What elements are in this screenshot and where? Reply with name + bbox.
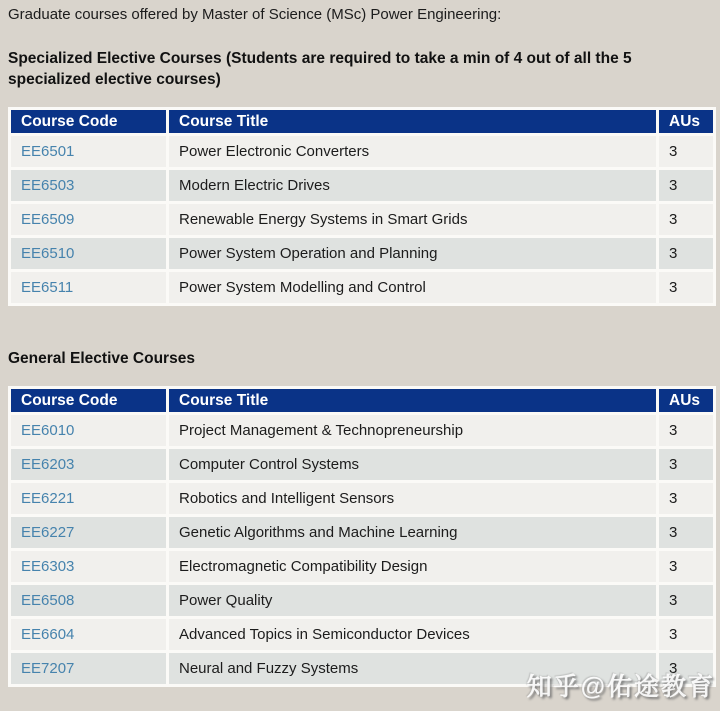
- table-row: [10, 550, 715, 584]
- course-code-cell: [10, 448, 168, 482]
- course-title-cell: Power Electronic Converters: [168, 135, 658, 169]
- table-row: [10, 584, 715, 618]
- table-row: [10, 448, 715, 482]
- table-row: [10, 414, 715, 448]
- course-code-cell: [10, 169, 168, 203]
- course-code-cell: [10, 414, 168, 448]
- course-code-link[interactable]: EE6510: [21, 245, 75, 262]
- general-electives-heading: General Elective Courses: [8, 350, 195, 367]
- course-aus-cell: 3: [658, 618, 715, 652]
- table-row: [10, 482, 715, 516]
- specialized-electives-heading: Specialized Elective Courses (Students are required to take a min of 4 out of all the 5 specialized elective courses): [8, 50, 632, 88]
- course-aus-cell: 3: [658, 482, 715, 516]
- course-aus-cell: 3: [658, 550, 715, 584]
- course-code-link[interactable]: EE6303: [21, 558, 75, 575]
- table-row: [10, 652, 715, 686]
- course-code-cell: [10, 271, 168, 305]
- course-title-cell: Power Quality: [168, 584, 658, 618]
- table-header-row: [10, 109, 715, 135]
- course-title-cell: Power System Modelling and Control: [168, 271, 658, 305]
- specialized-courses-table: [8, 107, 716, 306]
- course-title-cell: Robotics and Intelligent Sensors: [168, 482, 658, 516]
- course-title-cell: Neural and Fuzzy Systems: [168, 652, 658, 686]
- column-header-course-title: Course Title: [168, 109, 658, 135]
- course-code-link[interactable]: EE6511: [21, 279, 74, 296]
- column-header-aus: AUs: [658, 109, 715, 135]
- course-code-link[interactable]: EE6503: [21, 177, 75, 194]
- intro-text: Graduate courses offered by Master of Science (MSc) Power Engineering:: [8, 6, 502, 23]
- table-row: [10, 516, 715, 550]
- course-code-link[interactable]: EE6509: [21, 211, 75, 228]
- course-code-link[interactable]: EE7207: [21, 660, 75, 677]
- course-code-cell: [10, 584, 168, 618]
- table-row: [10, 237, 715, 271]
- course-code-link[interactable]: EE6604: [21, 626, 75, 643]
- course-aus-cell: 3: [658, 169, 715, 203]
- course-title-cell: Renewable Energy Systems in Smart Grids: [168, 203, 658, 237]
- course-code-cell: [10, 135, 168, 169]
- course-code-cell: [10, 618, 168, 652]
- course-aus-cell: 3: [658, 135, 715, 169]
- course-code-link[interactable]: EE6508: [21, 592, 75, 609]
- course-aus-cell: 3: [658, 414, 715, 448]
- course-code-cell: [10, 203, 168, 237]
- column-header-course-code: Course Code: [10, 109, 168, 135]
- table-row: [10, 135, 715, 169]
- course-code-link[interactable]: EE6227: [21, 524, 75, 541]
- course-aus-cell: 3: [658, 584, 715, 618]
- course-code-cell: [10, 237, 168, 271]
- course-title-cell: Genetic Algorithms and Machine Learning: [168, 516, 658, 550]
- table-header-row: [10, 388, 715, 414]
- course-title-cell: Project Management & Technopreneurship: [168, 414, 658, 448]
- column-header-course-code: Course Code: [10, 388, 168, 414]
- course-aus-cell: 3: [658, 271, 715, 305]
- column-header-aus: AUs: [658, 388, 715, 414]
- course-aus-cell: 3: [658, 203, 715, 237]
- zhihu-watermark: 知乎@佑途教育: [526, 673, 715, 701]
- column-header-course-title: Course Title: [168, 388, 658, 414]
- course-title-cell: Modern Electric Drives: [168, 169, 658, 203]
- course-code-cell: [10, 516, 168, 550]
- general-courses-table: [8, 386, 716, 687]
- course-title-cell: Power System Operation and Planning: [168, 237, 658, 271]
- table-row: [10, 169, 715, 203]
- table-row: [10, 618, 715, 652]
- course-code-cell: [10, 482, 168, 516]
- course-title-cell: Advanced Topics in Semiconductor Devices: [168, 618, 658, 652]
- course-code-cell: [10, 550, 168, 584]
- course-code-link[interactable]: EE6010: [21, 422, 75, 439]
- course-aus-cell: 3: [658, 448, 715, 482]
- table-row: [10, 203, 715, 237]
- course-aus-cell: 3: [658, 237, 715, 271]
- course-code-cell: [10, 652, 168, 686]
- course-code-link[interactable]: EE6221: [21, 490, 75, 507]
- table-row: [10, 271, 715, 305]
- course-title-cell: Computer Control Systems: [168, 448, 658, 482]
- course-code-link[interactable]: EE6203: [21, 456, 75, 473]
- course-aus-cell: 3: [658, 516, 715, 550]
- course-aus-cell: 3: [658, 652, 715, 686]
- course-code-link[interactable]: EE6501: [21, 143, 75, 160]
- course-title-cell: Electromagnetic Compatibility Design: [168, 550, 658, 584]
